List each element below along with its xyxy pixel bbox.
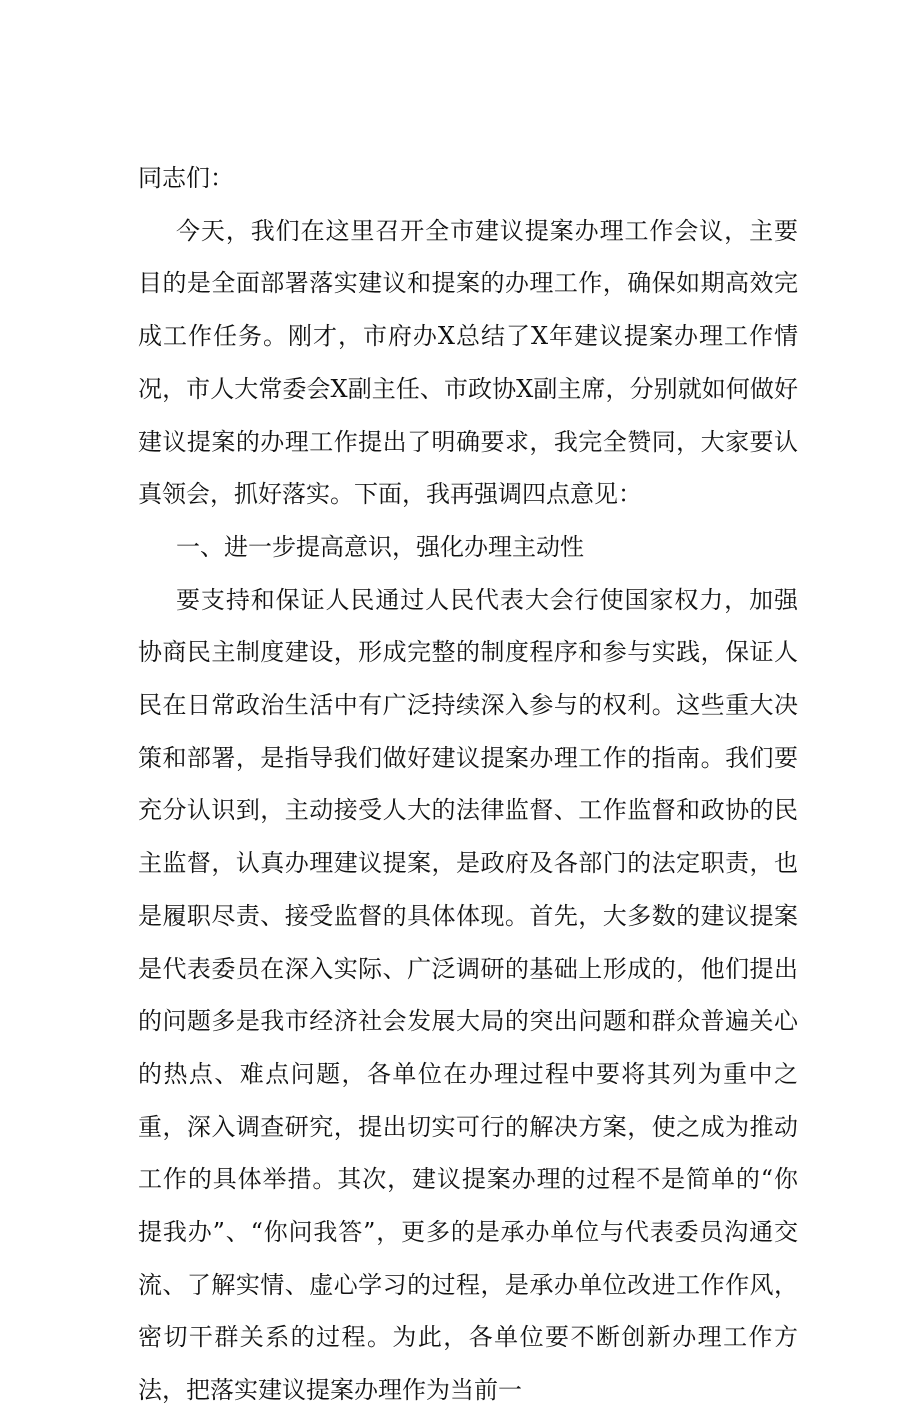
opening-paragraph: 今天，我们在这里召开全市建议提案办理工作会议，主要目的是全面部署落实建议和提案的办理工作，确保如期高效完成工作任务。刚才，市府办X总结了X年建议提案办理工作情况，市人大常委会X副主任、市政协X副主席，分别就如何做好建议提案的办理工作提出了明确要求，我完全赞同，大家要认真领会，抓好落实。下面，我再强调四点意见：	[138, 216, 798, 509]
section-heading: 一、进一步提高意识，强化办理主动性	[176, 532, 584, 561]
document-body	[138, 152, 798, 1417]
body-paragraph: 要支持和保证人民通过人民代表大会行使国家权力，加强协商民主制度建设，形成完整的制度程序和参与实践，保证人民在日常政治生活中有广泛持续深入参与的权利。这些重大决策和部署，是指导我们做好建议提案办理工作的指南。我们要充分认识到，主动接受人大的法律监督、工作监督和政协的民主监督，认真办理建议提案，是政府及各部门的法定职责，也是履职尽责、接受监督的具体体现。首先，大多数的建议提案是代表委员在深入实际、广泛调研的基础上形成的，他们提出的问题多是我市经济社会发展大局的突出问题和群众普遍关心的热点、难点问题，各单位在办理过程中要将其列为重中之重，深入调查研究，提出切实可行的解决方案，使之成为推动工作的具体举措。其次，建议提案办理的过程不是简单的“你提我办”、“你问我答”，更多的是承办单位与代表委员沟通交流、了解实情、虚心学习的过程，是承办单位改进工作作风，密切干群关系的过程。为此，各单位要不断创新办理工作方法，把落实建议提案办理作为当前一	[138, 585, 798, 1405]
salutation: 同志们：	[138, 164, 234, 192]
